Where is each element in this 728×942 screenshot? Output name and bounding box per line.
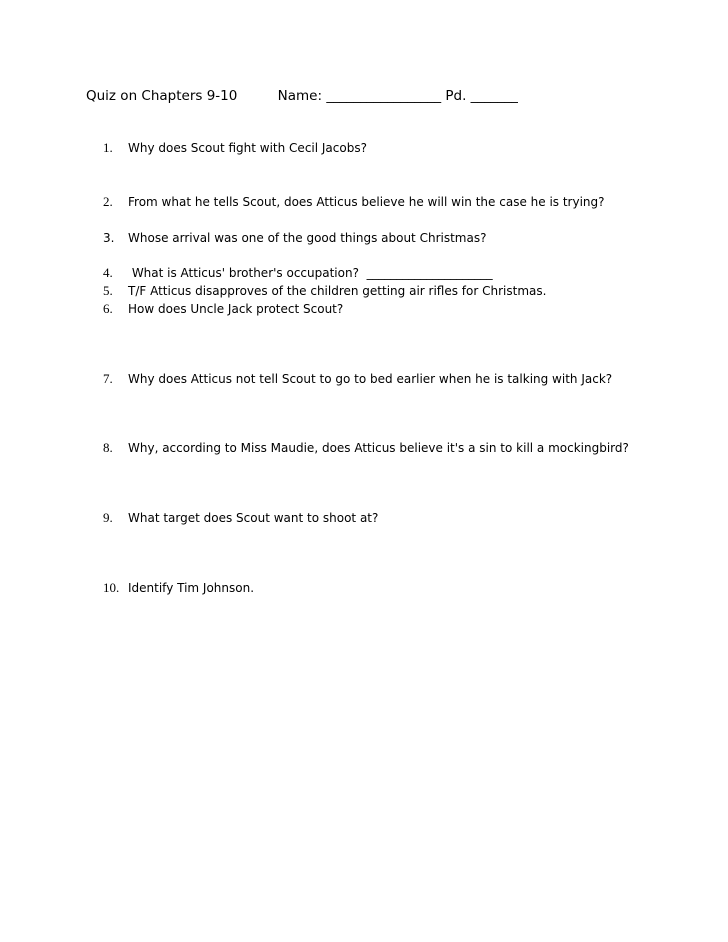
question-number: 1. <box>103 140 113 155</box>
question-number: 5. <box>103 283 113 298</box>
question-10 <box>103 580 254 596</box>
question-text: How does Uncle Jack protect Scout? <box>128 302 344 316</box>
question-1 <box>103 140 367 156</box>
question-number: 9. <box>103 510 113 525</box>
question-number: 7. <box>103 371 113 386</box>
question-2 <box>103 194 605 210</box>
question-3 <box>103 231 486 245</box>
question-number: 6. <box>103 301 113 316</box>
quiz-title: Quiz on Chapters 9-10 <box>86 88 238 104</box>
question-text: What target does Scout want to shoot at? <box>128 511 379 525</box>
question-number: 4. <box>103 265 113 280</box>
name-field: Name: _________________ <box>277 88 442 104</box>
question-number: 10. <box>103 580 120 595</box>
question-8 <box>103 440 629 456</box>
question-text: What is Atticus' brother's occupation? _____________________ <box>128 266 493 280</box>
quiz-header <box>86 88 518 104</box>
question-text: T/F Atticus disapproves of the children getting air rifles for Christmas. <box>128 284 547 298</box>
question-5 <box>103 283 546 299</box>
question-7 <box>103 371 612 387</box>
period-field: Pd. _______ <box>445 88 518 104</box>
question-text: Why does Scout fight with Cecil Jacobs? <box>128 141 367 155</box>
question-text: From what he tells Scout, does Atticus believe he will win the case he is trying? <box>128 195 605 209</box>
question-6 <box>103 301 343 317</box>
question-4 <box>103 265 493 281</box>
question-number: 3. <box>103 231 115 245</box>
question-text: Why, according to Miss Maudie, does Atticus believe it's a sin to kill a mockingbird? <box>128 441 629 455</box>
question-9 <box>103 510 378 526</box>
question-number: 8. <box>103 440 113 455</box>
question-text: Identify Tim Johnson. <box>128 581 255 595</box>
question-text: Why does Atticus not tell Scout to go to bed earlier when he is talking with Jack? <box>128 372 613 386</box>
question-number: 2. <box>103 194 113 209</box>
question-text: Whose arrival was one of the good things about Christmas? <box>128 231 487 245</box>
